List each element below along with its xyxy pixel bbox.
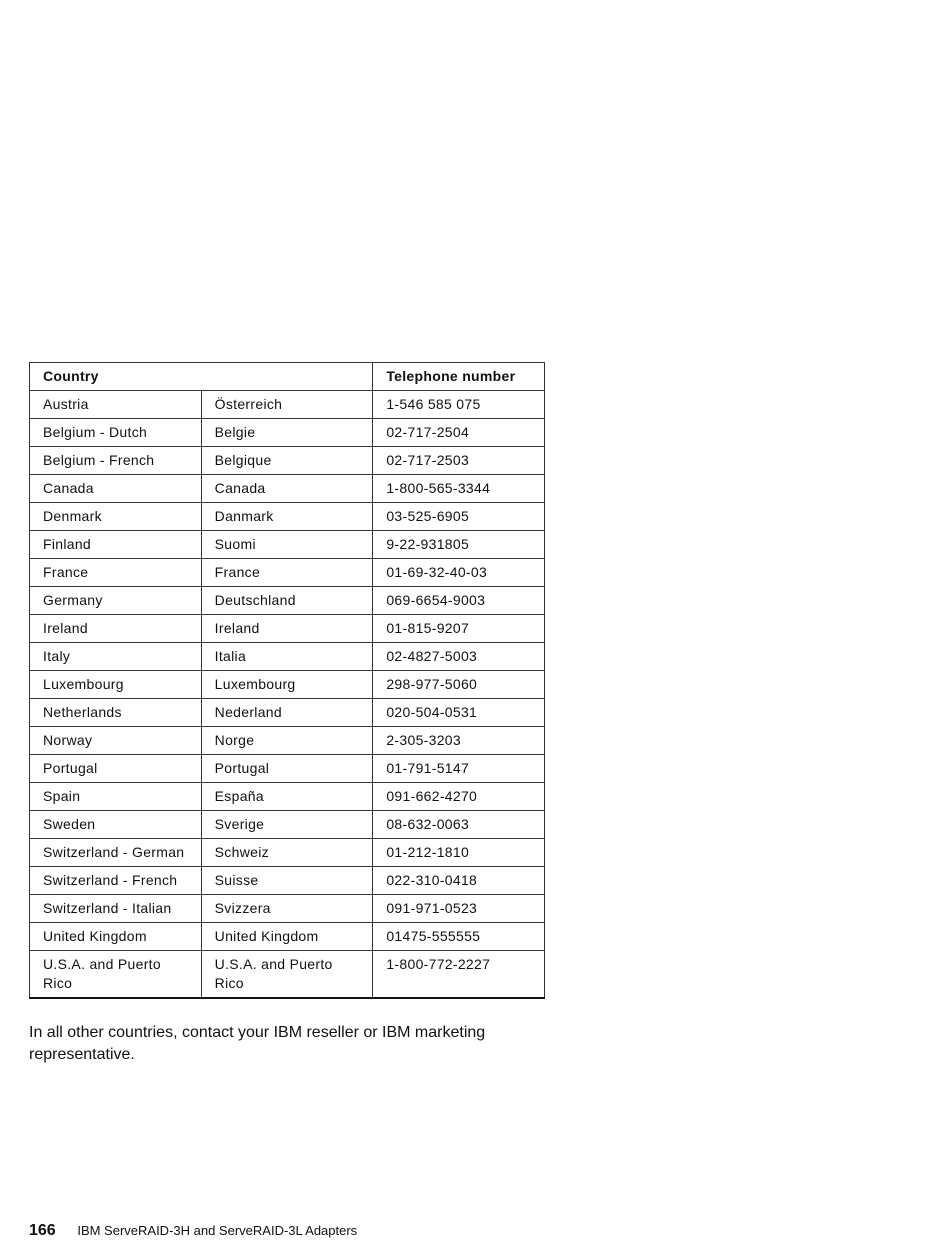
cell-country: Netherlands bbox=[30, 699, 202, 727]
table-row bbox=[30, 447, 545, 475]
footer-title: IBM ServeRAID-3H and ServeRAID-3L Adapters bbox=[77, 1223, 358, 1238]
table-row bbox=[30, 839, 545, 867]
table-row bbox=[30, 643, 545, 671]
table-row bbox=[30, 391, 545, 419]
cell-phone: 022-310-0418 bbox=[373, 867, 545, 895]
table-body bbox=[30, 391, 545, 999]
cell-phone: 9-22-931805 bbox=[373, 531, 545, 559]
table-header-row bbox=[30, 363, 545, 391]
table-row bbox=[30, 951, 545, 999]
cell-country: U.S.A. and Puerto Rico bbox=[30, 951, 202, 999]
cell-local-name: Schweiz bbox=[201, 839, 373, 867]
table-row bbox=[30, 503, 545, 531]
cell-country: Belgium - French bbox=[30, 447, 202, 475]
cell-phone: 298-977-5060 bbox=[373, 671, 545, 699]
cell-local-name: Portugal bbox=[201, 755, 373, 783]
table-row bbox=[30, 671, 545, 699]
table-row bbox=[30, 895, 545, 923]
cell-country: Portugal bbox=[30, 755, 202, 783]
cell-local-name: Ireland bbox=[201, 615, 373, 643]
header-telephone: Telephone number bbox=[373, 363, 545, 391]
cell-phone: 02-717-2503 bbox=[373, 447, 545, 475]
cell-local-name: Canada bbox=[201, 475, 373, 503]
cell-country: Switzerland - French bbox=[30, 867, 202, 895]
cell-country: Switzerland - German bbox=[30, 839, 202, 867]
cell-phone: 03-525-6905 bbox=[373, 503, 545, 531]
table-row bbox=[30, 755, 545, 783]
table-row bbox=[30, 699, 545, 727]
cell-local-name: Danmark bbox=[201, 503, 373, 531]
cell-phone: 01-815-9207 bbox=[373, 615, 545, 643]
cell-country: Austria bbox=[30, 391, 202, 419]
cell-local-name: Deutschland bbox=[201, 587, 373, 615]
cell-local-name: U.S.A. and Puerto Rico bbox=[201, 951, 373, 999]
table-row bbox=[30, 587, 545, 615]
cell-phone: 01-212-1810 bbox=[373, 839, 545, 867]
table-row bbox=[30, 475, 545, 503]
cell-country: Denmark bbox=[30, 503, 202, 531]
cell-local-name: Österreich bbox=[201, 391, 373, 419]
cell-local-name: Sverige bbox=[201, 811, 373, 839]
cell-local-name: Norge bbox=[201, 727, 373, 755]
cell-local-name: Suisse bbox=[201, 867, 373, 895]
table-row bbox=[30, 559, 545, 587]
cell-local-name: Svizzera bbox=[201, 895, 373, 923]
cell-country: Belgium - Dutch bbox=[30, 419, 202, 447]
cell-phone: 02-717-2504 bbox=[373, 419, 545, 447]
page-footer bbox=[29, 1222, 357, 1240]
cell-local-name: Nederland bbox=[201, 699, 373, 727]
cell-country: Sweden bbox=[30, 811, 202, 839]
cell-country: Switzerland - Italian bbox=[30, 895, 202, 923]
cell-country: Finland bbox=[30, 531, 202, 559]
cell-phone: 1-800-565-3344 bbox=[373, 475, 545, 503]
cell-phone: 1-800-772-2227 bbox=[373, 951, 545, 999]
cell-phone: 01475-555555 bbox=[373, 923, 545, 951]
cell-phone: 02-4827-5003 bbox=[373, 643, 545, 671]
other-countries-note: In all other countries, contact your IBM reseller or IBM marketing representative. bbox=[29, 1024, 486, 1063]
header-country: Country bbox=[30, 363, 373, 391]
cell-local-name: United Kingdom bbox=[201, 923, 373, 951]
table-row bbox=[30, 783, 545, 811]
cell-local-name: Suomi bbox=[201, 531, 373, 559]
cell-phone: 01-791-5147 bbox=[373, 755, 545, 783]
cell-phone: 08-632-0063 bbox=[373, 811, 545, 839]
table-row bbox=[30, 531, 545, 559]
table-row bbox=[30, 867, 545, 895]
cell-phone: 1-546 585 075 bbox=[373, 391, 545, 419]
table-row bbox=[30, 419, 545, 447]
cell-phone: 091-971-0523 bbox=[373, 895, 545, 923]
cell-local-name: Belgie bbox=[201, 419, 373, 447]
cell-country: Luxembourg bbox=[30, 671, 202, 699]
page-number: 166 bbox=[29, 1222, 56, 1239]
cell-local-name: France bbox=[201, 559, 373, 587]
cell-country: Ireland bbox=[30, 615, 202, 643]
cell-local-name: Belgique bbox=[201, 447, 373, 475]
cell-local-name: Italia bbox=[201, 643, 373, 671]
cell-local-name: Luxembourg bbox=[201, 671, 373, 699]
cell-country: Spain bbox=[30, 783, 202, 811]
cell-country: Italy bbox=[30, 643, 202, 671]
cell-country: Germany bbox=[30, 587, 202, 615]
cell-phone: 069-6654-9003 bbox=[373, 587, 545, 615]
cell-country: Norway bbox=[30, 727, 202, 755]
cell-phone: 01-69-32-40-03 bbox=[373, 559, 545, 587]
cell-local-name: España bbox=[201, 783, 373, 811]
telephone-table bbox=[29, 362, 545, 999]
cell-country: United Kingdom bbox=[30, 923, 202, 951]
cell-country: France bbox=[30, 559, 202, 587]
table-row bbox=[30, 615, 545, 643]
table-row bbox=[30, 811, 545, 839]
cell-phone: 091-662-4270 bbox=[373, 783, 545, 811]
table-row bbox=[30, 727, 545, 755]
cell-phone: 020-504-0531 bbox=[373, 699, 545, 727]
cell-country: Canada bbox=[30, 475, 202, 503]
cell-phone: 2-305-3203 bbox=[373, 727, 545, 755]
table-row bbox=[30, 923, 545, 951]
